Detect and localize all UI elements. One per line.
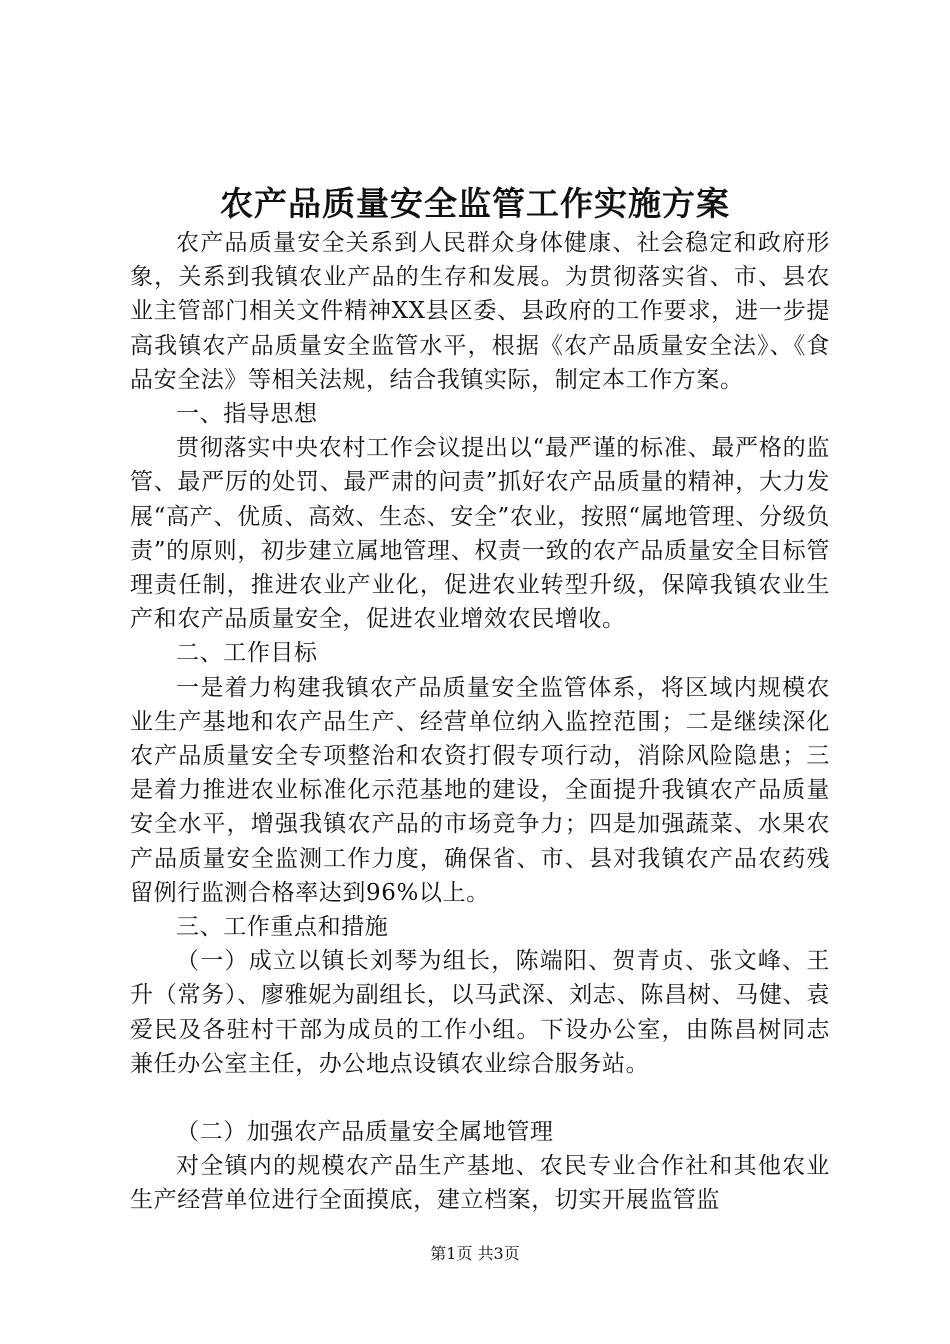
work-goals-paragraph: 一是着力构建我镇农产品质量安全监管体系，将区域内规模农业生产基地和农产品生产、经营单位纳入监控范围；二是继续深化农产品质量安全专项整治和农资打假专项行动，消除风险隐患；三是着力推进农业标准化示范基地的建设，全面提升我镇农产品质量安全水平，增强我镇农产品的市场竞争力；四是加强蔬菜、水果农产品质量安全监测工作力度，确保省、市、县对我镇农产品农药残留例行监测合格率达到96%以上。 <box>130 674 830 906</box>
guiding-ideology-paragraph: 贯彻落实中央农村工作会议提出以“最严谨的标准、最严格的监管、最严厉的处罚、最严肃的问责”抓好农产品质量的精神，大力发展“高产、优质、高效、生态、安全”农业，按照“属地管理、分级负责”的原则，初步建立属地管理、权责一致的农产品质量安全目标管理责任制，推进农业产业化，促进农业转型升级，保障我镇农业生产和农产品质量安全，促进农业增效农民增收。 <box>130 435 830 633</box>
measure-two-paragraph: 对全镇内的规模农产品生产基地、农民专业合作社和其他农业生产经营单位进行全面摸底，建立档案，切实开展监管监 <box>130 1153 830 1214</box>
measure-one-paragraph: （一）成立以镇长刘琴为组长，陈端阳、贺青贞、张文峰、王升（常务）、廖雅妮为副组长，以马武深、刘志、陈昌树、马健、袁爱民及各驻村干部为成员的工作小组。下设办公室，由陈昌树同志兼任办公室主任，办公地点设镇农业综合服务站。 <box>130 948 830 1077</box>
section-heading-key-measures: 三、工作重点和措施 <box>176 914 389 941</box>
section-heading-work-goals: 二、工作目标 <box>176 640 318 667</box>
page-number-footer: 第1页 共3页 <box>430 1244 520 1263</box>
section-heading-guiding-ideology: 一、指导思想 <box>176 401 318 428</box>
document-title: 农产品质量安全监管工作实施方案 <box>220 184 730 223</box>
document-body <box>130 226 830 1218</box>
intro-paragraph: 农产品质量安全关系到人民群众身体健康、社会稳定和政府形象，关系到我镇农业产品的生存和发展。为贯彻落实省、市、县农业主管部门相关文件精神XX县区委、县政府的工作要求，进一步提高我镇农产品质量安全监管水平，根据《农产品质量安全法》、《食品安全法》等相关法规，结合我镇实际，制定本工作方案。 <box>130 230 830 393</box>
measure-two-heading: （二）加强农产品质量安全属地管理 <box>176 1119 554 1146</box>
